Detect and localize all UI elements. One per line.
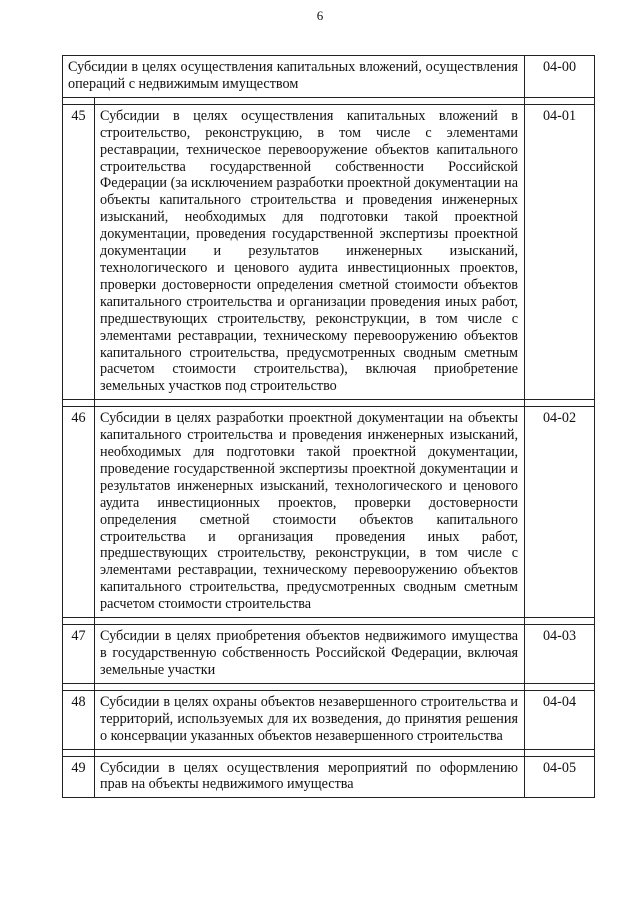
row-number: 47 — [63, 625, 95, 684]
table-row — [63, 56, 595, 98]
spacer-cell — [63, 749, 95, 756]
table-row — [63, 625, 595, 684]
table-row — [63, 756, 595, 798]
spacer-cell — [525, 97, 595, 104]
spacer-cell — [525, 618, 595, 625]
row-number: 48 — [63, 690, 95, 749]
row-spacer — [63, 618, 595, 625]
row-code: 04-02 — [525, 407, 595, 618]
row-code: 04-04 — [525, 690, 595, 749]
table-row — [63, 690, 595, 749]
row-number: 45 — [63, 104, 95, 399]
row-description: Субсидии в целях разработки проектной документации на объекты капитального строительства и проведения инженерных изысканий, необходимых для подготовки такой проектной документации, проведение государственной экспертизы проектной документации и результатов инженерных изысканий, технологического и ценового аудита инвестиционных проектов, проверки достоверности определения сметной стоимости объектов капитального строительства и организация проведения иных работ, предшествующих строительству, реконструкции, в том числе с элементами реставрации, техническому перевооружению объектов капитального строительства, предусмотренных сводным сметным расчетом стоимости строительства — [95, 407, 525, 618]
spacer-cell — [63, 400, 95, 407]
table-row — [63, 104, 595, 399]
row-code: 04-00 — [525, 56, 595, 98]
spacer-cell — [63, 683, 95, 690]
row-spacer — [63, 97, 595, 104]
row-spacer — [63, 683, 595, 690]
row-spacer — [63, 400, 595, 407]
row-description: Субсидии в целях приобретения объектов недвижимого имущества в государственную собственность Российской Федерации, включая земельные участки — [95, 625, 525, 684]
row-code: 04-03 — [525, 625, 595, 684]
spacer-cell — [95, 400, 525, 407]
table-row — [63, 407, 595, 618]
spacer-cell — [95, 683, 525, 690]
spacer-cell — [525, 400, 595, 407]
classification-table — [62, 55, 595, 798]
table-body — [63, 56, 595, 798]
spacer-cell — [525, 683, 595, 690]
spacer-cell — [95, 749, 525, 756]
row-code: 04-01 — [525, 104, 595, 399]
spacer-cell — [95, 618, 525, 625]
spacer-cell — [525, 749, 595, 756]
row-code: 04-05 — [525, 756, 595, 798]
page-number: 6 — [316, 8, 324, 23]
row-number: 49 — [63, 756, 95, 798]
row-description: Субсидии в целях охраны объектов незавершенного строительства и территорий, используемых для их возведения, до принятия решения о консервации указанных объектов незавершенного строительства — [95, 690, 525, 749]
row-description: Субсидии в целях осуществления капитальных вложений, осуществления операций с недвижимым имуществом — [63, 56, 525, 98]
spacer-cell — [63, 97, 95, 104]
row-description: Субсидии в целях осуществления мероприятий по оформлению прав на объекты недвижимого имущества — [95, 756, 525, 798]
spacer-cell — [95, 97, 525, 104]
row-description: Субсидии в целях осуществления капитальных вложений в строительство, реконструкцию, в том числе с элементами реставрации, техническое перевооружение объектов капитального строительства государственной собственности Российской Федерации (за исключением разработки проектной документации на объекты капитального строительства и проведения инженерных изысканий, необходимых для подготовки такой проектной документации, проведения государственной экспертизы проектной документации и результатов инженерных изысканий, технологического и ценового аудита инвестиционных проектов, проверки достоверности определения сметной стоимости объектов капитального строительства и организации проведения иных работ, предшествующих строительству, реконструкции, в том числе с элементами реставрации, техническому перевооружению объектов капитального строительства, предусмотренных сводным сметным расчетом стоимости строительства), включая приобретение земельных участков под строительство — [95, 104, 525, 399]
row-number: 46 — [63, 407, 95, 618]
spacer-cell — [63, 618, 95, 625]
row-spacer — [63, 749, 595, 756]
